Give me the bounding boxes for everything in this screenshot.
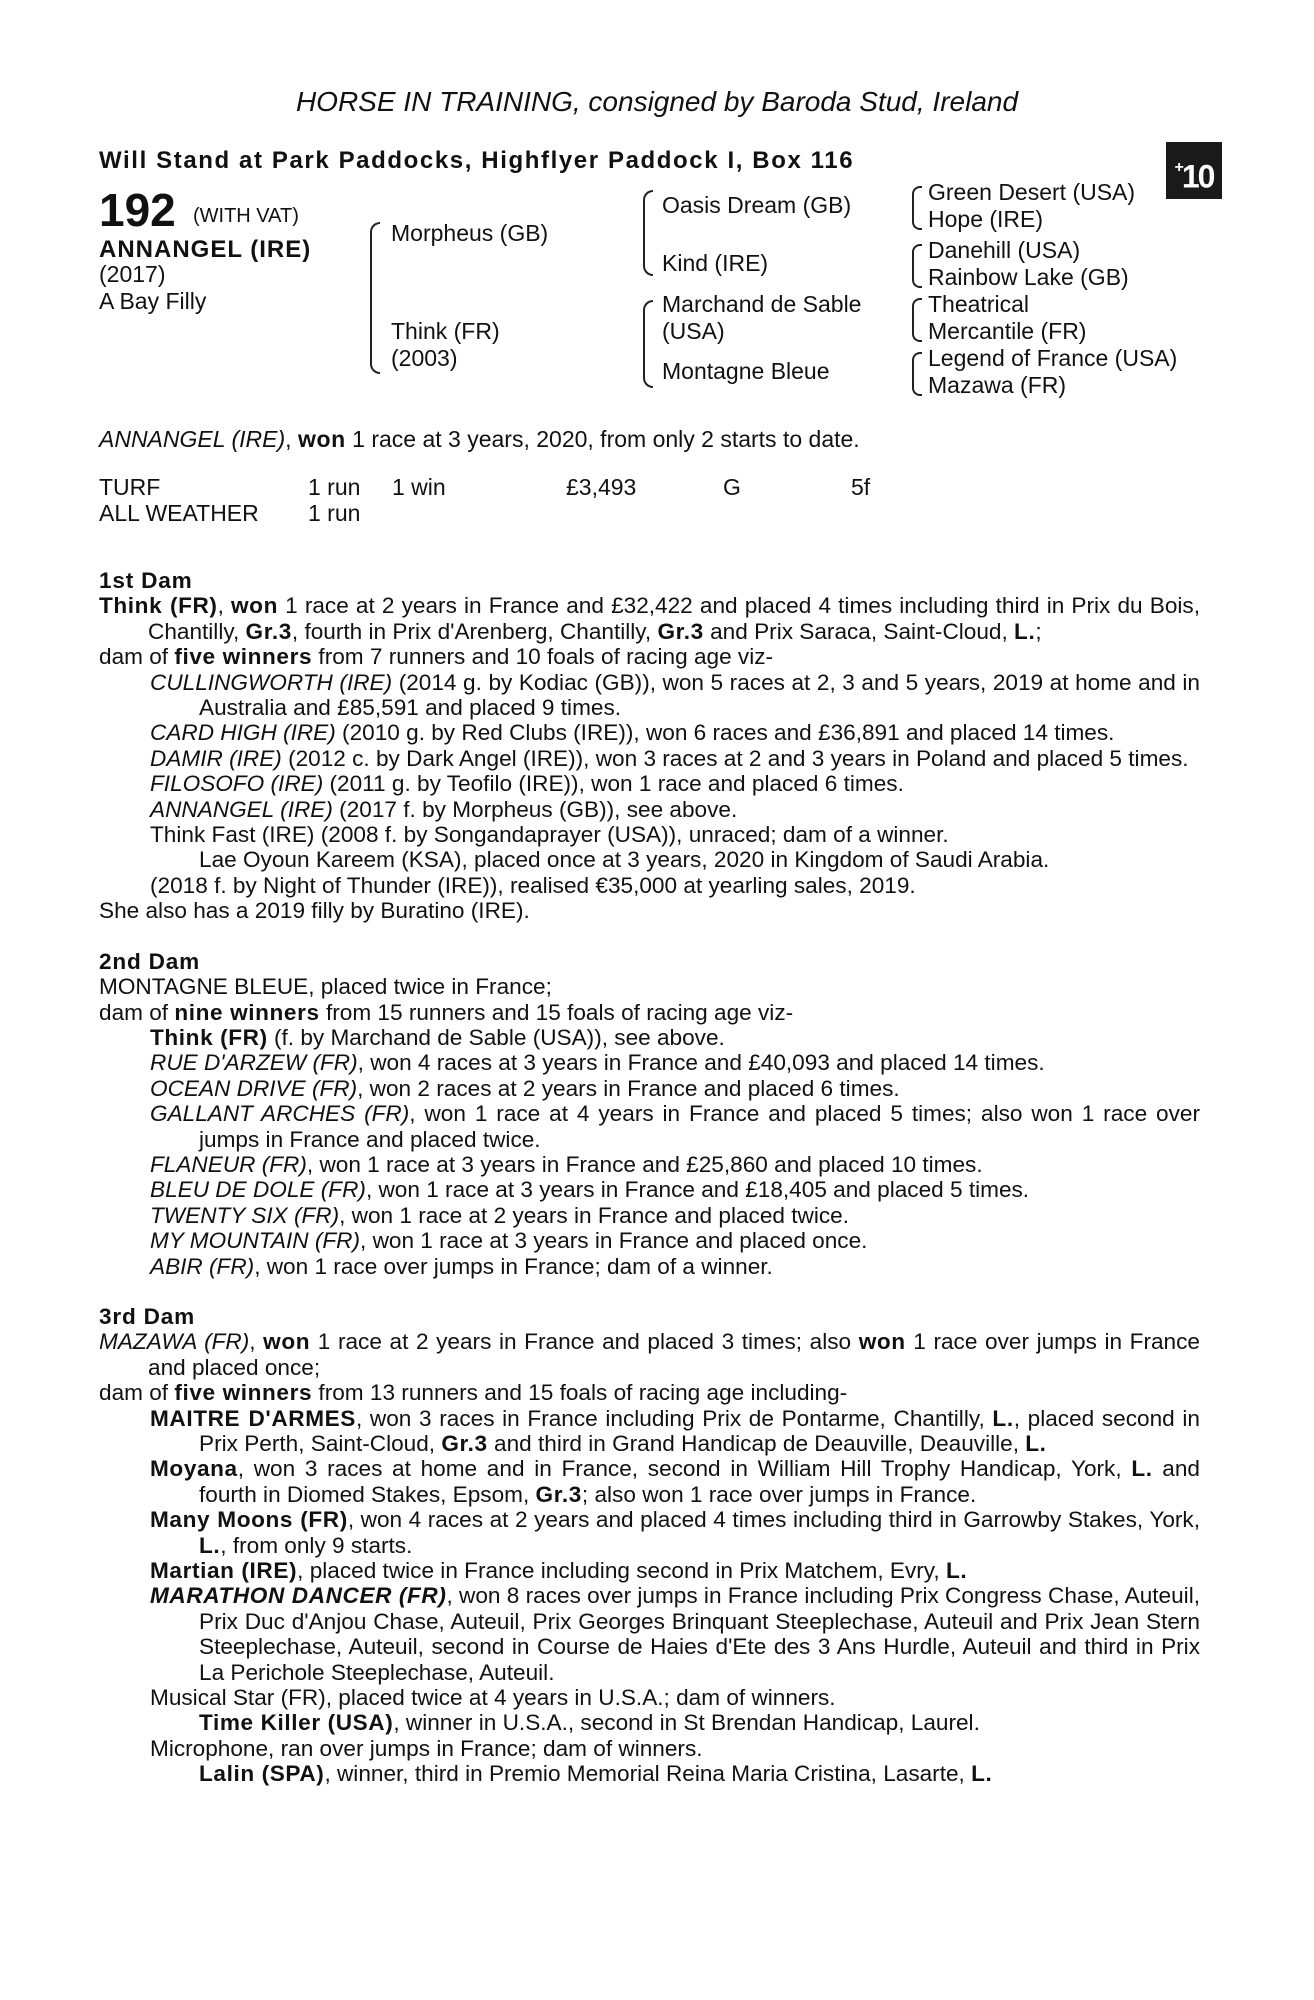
text-run: MAZAWA (FR) <box>99 1329 250 1355</box>
horse-name: ANNANGEL (IRE) <box>99 236 312 263</box>
pedigree-brace <box>912 352 922 396</box>
foaling-year: (2017) <box>99 261 166 287</box>
vat-note: (WITH VAT) <box>193 205 299 227</box>
text-run: Moyana <box>150 1456 238 1482</box>
sire-sire-sire: Green Desert (USA) <box>928 179 1136 205</box>
pedigree-entry <box>99 1000 1200 1025</box>
sire: Morpheus (GB) <box>391 220 549 246</box>
pedigree-entry <box>99 797 1200 822</box>
pedigree-entry <box>99 1583 1200 1685</box>
pedigree-entry <box>99 1761 1200 1786</box>
text-run: won <box>858 1329 906 1355</box>
pedigree-brace <box>643 190 653 276</box>
text-run: Gr.3 <box>657 618 704 644</box>
pedigree-entry <box>99 1101 1200 1152</box>
section-heading: 3rd Dam <box>99 1303 196 1329</box>
text-run: (2011 g. by Teofilo (IRE)), won 1 race and placed 6 times. <box>323 771 904 797</box>
text-run: from 7 runners and 10 foals of racing age viz- <box>312 644 774 670</box>
text-run: Time Killer (USA) <box>199 1710 394 1736</box>
text-run: Think Fast (IRE) (2008 f. by Songandaprayer (USA)), unraced; dam of a winner. <box>150 822 949 848</box>
text-run: Microphone, ran over jumps in France; dam of winners. <box>150 1735 703 1761</box>
stats-wins: 1 win <box>392 474 446 500</box>
text-run: , won 2 races at 2 years in France and placed 6 times. <box>357 1075 900 1101</box>
pedigree-entry <box>99 1406 1200 1457</box>
text-run: (2017 f. by Morpheus (GB)), see above. <box>332 796 738 822</box>
text-run: ANNANGEL (IRE) <box>99 426 286 452</box>
pedigree-entry <box>99 1025 1200 1050</box>
badge-plus: + <box>1174 159 1182 176</box>
pedigree-entry <box>99 1456 1200 1507</box>
catalogue-title: HORSE IN TRAINING, consigned by Baroda Stud, Ireland <box>295 86 1019 117</box>
text-run: Musical Star (FR), placed twice at 4 years in U.S.A.; dam of winners. <box>150 1685 836 1711</box>
stats-row <box>99 500 870 526</box>
pedigree-entry <box>99 847 1200 872</box>
stats-row <box>99 474 870 500</box>
text-run: five winners <box>174 1380 313 1406</box>
pedigree-brace <box>912 186 922 230</box>
pedigree-entry <box>99 974 1200 999</box>
dam-dam-sire: Legend of France (USA) <box>928 345 1178 371</box>
sire-sire-dam: Hope (IRE) <box>928 206 1044 232</box>
stats-wins <box>392 500 566 526</box>
text-run: , won 3 races in France including Prix de Pontarme, Chantilly, <box>355 1405 993 1431</box>
pedigree-entry <box>99 1710 1200 1735</box>
text-run: MONTAGNE BLEUE, placed twice in France; <box>99 974 552 1000</box>
text-run: , won 1 race at 2 years in France and placed twice. <box>339 1202 850 1228</box>
stabling-location: Will Stand at Park Paddocks, Highflyer Paddock I, Box 116 <box>99 147 855 174</box>
pedigree-entry <box>99 898 1200 923</box>
text-run: RUE D'ARZEW (FR) <box>150 1050 358 1076</box>
text-run: (2010 g. by Red Clubs (IRE)), won 6 races and £36,891 and placed 14 times. <box>335 720 1115 746</box>
stats-distance <box>851 500 870 526</box>
text-run: Many Moons (FR) <box>150 1507 348 1533</box>
text-run: won <box>297 426 346 452</box>
text-run: and third in Grand Handicap de Deauville, Deauville, <box>487 1431 1026 1456</box>
text-run: and Prix Saraca, Saint-Cloud, <box>703 618 1015 644</box>
dam-sire-origin: (USA) <box>662 318 725 344</box>
pedigree-brace <box>912 244 922 288</box>
pedigree-entry <box>99 1076 1200 1101</box>
text-run: TWENTY SIX (FR) <box>150 1202 340 1228</box>
text-run: dam of <box>99 644 175 670</box>
text-run: FLANEUR (FR) <box>150 1151 307 1177</box>
text-run: 1 race at 2 years in France and £32,422 and placed 4 times including third in Prix du Bois, Chantilly, <box>148 593 1200 644</box>
stats-surface: TURF <box>99 474 161 500</box>
text-run: 1 race at 3 years, 2020, from only 2 starts to date. <box>345 426 860 452</box>
pedigree-entry <box>99 720 1200 745</box>
text-run: , won 1 race at 3 years in France and £18,405 and placed 5 times. <box>365 1177 1030 1203</box>
text-run: Lalin (SPA) <box>199 1761 325 1787</box>
text-run: from 15 runners and 15 foals of racing age viz- <box>319 999 794 1025</box>
dam-dam-dam: Mazawa (FR) <box>928 372 1067 398</box>
text-run: Think (FR) <box>99 593 218 619</box>
text-run: , won 4 races at 3 years in France and £40,093 and placed 14 times. <box>357 1050 1045 1076</box>
text-run: L. <box>1131 1456 1153 1482</box>
text-run: (2012 c. by Dark Angel (IRE)), won 3 races at 2 and 3 years in Poland and placed 5 times. <box>281 745 1189 771</box>
dam: Think (FR) <box>391 318 500 344</box>
section-heading: 1st Dam <box>99 568 193 593</box>
stats-prize: £3,493 <box>566 474 637 500</box>
text-run: Gr.3 <box>441 1431 488 1456</box>
badge-value: 10 <box>1181 158 1214 195</box>
stats-prize <box>566 500 723 526</box>
text-run: , won 1 race at 3 years in France and £25,860 and placed 10 times. <box>306 1151 983 1177</box>
text-run: dam of <box>99 1380 175 1406</box>
text-run: Lae Oyoun Kareem (KSA), placed once at 3 years, 2020 in Kingdom of Saudi Arabia. <box>199 847 1050 873</box>
text-run: L. <box>945 1558 968 1584</box>
pedigree-entry <box>99 1228 1200 1253</box>
text-run: won <box>263 1329 311 1355</box>
text-run: CULLINGWORTH (IRE) <box>150 669 393 695</box>
text-run: five winners <box>174 644 313 670</box>
text-run: BLEU DE DOLE (FR) <box>150 1177 366 1203</box>
stats-runs: 1 run <box>308 500 361 526</box>
text-run: MARATHON DANCER (FR) <box>150 1583 447 1609</box>
pedigree-entry <box>99 746 1200 771</box>
text-run: and fourth in Diomed Stakes, Epsom, <box>199 1456 1200 1507</box>
text-run: ; also won 1 race over jumps in France. <box>581 1481 977 1507</box>
text-run: Martian (IRE) <box>150 1558 298 1584</box>
text-run: DAMIR (IRE) <box>150 745 282 771</box>
pedigree-entry <box>99 1685 1200 1710</box>
lot-number: 192 <box>99 184 176 236</box>
dam-year: (2003) <box>391 345 458 371</box>
sire-sire: Oasis Dream (GB) <box>662 192 852 218</box>
pedigree-entry <box>99 822 1200 847</box>
stats-runs: 1 run <box>308 474 361 500</box>
text-run: GALLANT ARCHES (FR) <box>150 1101 410 1127</box>
text-run: , fourth in Prix d'Arenberg, Chantilly, <box>291 618 658 644</box>
text-run: FILOSOFO (IRE) <box>150 771 324 797</box>
text-run: 1 race at 2 years in France and placed 3 times; also <box>310 1329 859 1355</box>
text-run: (2014 g. by Kodiac (GB)), won 5 races at 2, 3 and 5 years, 2019 at home and in Australia and £85,591 and placed 9 times. <box>199 669 1200 721</box>
pedigree-entry <box>99 1254 1200 1279</box>
pedigree-brace <box>643 300 653 388</box>
dam-dam: Montagne Bleue <box>662 358 830 384</box>
pedigree-entry <box>99 593 1200 644</box>
pedigree-brace <box>912 298 922 342</box>
pedigree-entry <box>99 1736 1200 1761</box>
pedigree-entry <box>99 1050 1200 1075</box>
text-run: (2018 f. by Night of Thunder (IRE)), realised €35,000 at yearling sales, 2019. <box>150 872 916 898</box>
pedigree-entry <box>99 771 1200 796</box>
text-run: OCEAN DRIVE (FR) <box>150 1075 358 1101</box>
text-run: Gr.3 <box>245 618 292 644</box>
race-summary <box>99 426 860 453</box>
text-run: , <box>217 593 231 619</box>
text-run: nine winners <box>174 999 320 1025</box>
text-run: won <box>231 593 278 619</box>
stats-going <box>723 500 851 526</box>
text-run: MY MOUNTAIN (FR) <box>150 1228 361 1254</box>
text-run: L. <box>199 1532 221 1558</box>
spacer <box>99 1279 1200 1304</box>
text-run: , won 8 races over jumps in France including Prix Congress Chase, Auteuil, Prix Duc d'Anjou Chase, Auteuil, Prix Georges Brinquant Steeplechase, Auteuil and Prix Jean Stern Steeplechase, Auteuil, second in Course de Haies d'Ete des 3 Ans Hurdle, Auteuil and third in Prix La Perichole Steeplechase, Auteuil. <box>199 1583 1200 1685</box>
text-run: CARD HIGH (IRE) <box>150 720 336 746</box>
text-run: ANNANGEL (IRE) <box>150 796 333 822</box>
pedigree-entry <box>99 1152 1200 1177</box>
text-run: 1 race over jumps in France and placed once; <box>148 1329 1200 1380</box>
text-run: ABIR (FR) <box>150 1253 255 1279</box>
text-run: , winner in U.S.A., second in St Brendan Handicap, Laurel. <box>393 1710 980 1736</box>
text-run: MAITRE D'ARMES <box>150 1405 356 1431</box>
text-run: Think (FR) <box>150 1024 268 1050</box>
stats-surface: ALL WEATHER <box>99 500 259 526</box>
text-run: , <box>285 426 298 452</box>
pedigree-entry <box>99 670 1200 721</box>
section-heading: 2nd Dam <box>99 948 201 974</box>
pedigree-entry <box>99 644 1200 669</box>
text-run: , from only 9 starts. <box>220 1532 413 1558</box>
text-run: She also has a 2019 filly by Buratino (IRE). <box>99 898 530 924</box>
text-run: L. <box>1014 618 1036 644</box>
race-stats-table <box>99 474 870 526</box>
pedigree-entry <box>99 1329 1200 1380</box>
stats-distance: 5f <box>851 474 871 500</box>
pedigree-brace <box>370 222 380 374</box>
text-run: , winner, third in Premio Memorial Reina Maria Cristina, Lasarte, <box>324 1761 972 1787</box>
text-run: Gr.3 <box>535 1481 582 1507</box>
text-run: dam of <box>99 999 175 1025</box>
pedigree-entry <box>99 873 1200 898</box>
text-run: , placed twice in France including second in Prix Matchem, Evry, <box>297 1558 946 1584</box>
text-run: , placed second in Prix Perth, Saint-Cloud, <box>199 1405 1200 1456</box>
pedigree-entry <box>99 1203 1200 1228</box>
dam-sire-sire: Theatrical <box>928 291 1029 317</box>
pedigree-entry <box>99 1558 1200 1583</box>
text-run: from 13 runners and 15 foals of racing age including- <box>312 1380 848 1406</box>
text-run: , won 1 race at 4 years in France and placed 5 times; also won 1 race over jumps in France and placed twice. <box>199 1101 1200 1152</box>
sire-dam-dam: Rainbow Lake (GB) <box>928 264 1129 290</box>
text-run: L. <box>992 1405 1014 1431</box>
stats-going: G <box>723 474 741 500</box>
text-run: , won 1 race over jumps in France; dam of a winner. <box>254 1253 773 1279</box>
pedigree-notes <box>99 568 1200 1787</box>
text-run: ; <box>1035 618 1042 644</box>
sire-dam: Kind (IRE) <box>662 250 769 276</box>
lot-badge-icon <box>1166 142 1222 199</box>
text-run: L. <box>971 1761 993 1787</box>
pedigree-entry <box>99 1380 1200 1405</box>
sire-dam-sire: Danehill (USA) <box>928 237 1081 263</box>
text-run: , won 3 races at home and in France, second in William Hill Trophy Handicap, York, <box>237 1456 1132 1482</box>
text-run: , won 4 races at 2 years and placed 4 times including third in Garrowby Stakes, York, <box>347 1507 1200 1533</box>
dam-sire: Marchand de Sable <box>662 291 862 317</box>
spacer <box>99 924 1200 949</box>
text-run: L. <box>1025 1431 1047 1456</box>
horse-description: A Bay Filly <box>99 288 207 314</box>
dam-sire-dam: Mercantile (FR) <box>928 318 1087 344</box>
text-run: , won 1 race at 3 years in France and placed once. <box>360 1228 868 1254</box>
text-run: , <box>249 1329 264 1355</box>
text-run: (f. by Marchand de Sable (USA)), see above. <box>267 1024 725 1050</box>
pedigree-entry <box>99 1507 1200 1558</box>
pedigree-entry <box>99 1177 1200 1202</box>
